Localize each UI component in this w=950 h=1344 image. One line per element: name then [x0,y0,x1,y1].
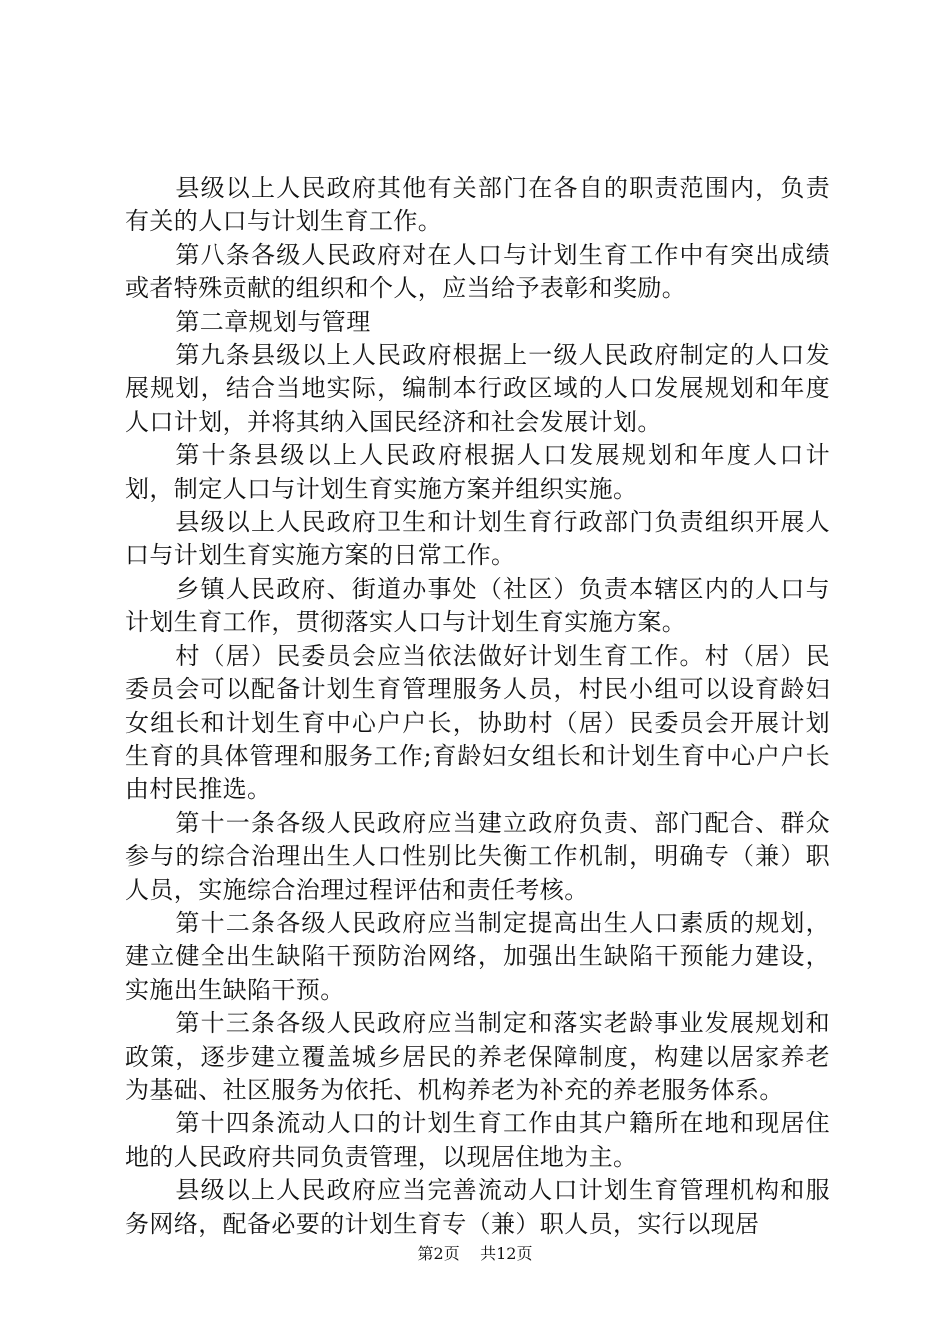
paragraph-2: 第八条各级人民政府对在人口与计划生育工作中有突出成绩或者特殊贡献的组织和个人，应当给予表彰和奖励。 [125,240,830,303]
paragraph-5: 第十条县级以上人民政府根据人口发展规划和年度人口计划，制定人口与计划生育实施方案并组织实施。 [125,441,830,503]
chapter-heading: 第二章规划与管理 [175,307,371,336]
paragraph-7: 乡镇人民政府、街道办事处（社区）负责本辖区内的人口与计划生育工作，贯彻落实人口与计划生育实施方案。 [125,574,830,637]
paragraph-6: 县级以上人民政府卫生和计划生育行政部门负责组织开展人口与计划生育实施方案的日常工作。 [125,508,830,570]
paragraph-11: 第十三条各级人民政府应当制定和落实老龄事业发展规划和政策，逐步建立覆盖城乡居民的养老保障制度，构建以居家养老为基础、社区服务为依托、机构养老为补充的养老服务体系。 [125,1009,830,1104]
document-body [125,172,830,1241]
paragraph-8: 村（居）民委员会应当依法做好计划生育工作。村（居）民委员会可以配备计划生育管理服务人员，村民小组可以设育龄妇女组长和计划生育中心户户长，协助村（居）民委员会开展计划生育的具体管理和服务工作;育龄妇女组长和计划生育中心户户长由村民推选。 [125,641,830,804]
paragraph-12: 第十四条流动人口的计划生育工作由其户籍所在地和现居住地的人民政府共同负责管理，以现居住地为主。 [125,1109,830,1171]
paragraph-4: 第九条县级以上人民政府根据上一级人民政府制定的人口发展规划，结合当地实际，编制本行政区域的人口发展规划和年度人口计划，并将其纳入国民经济和社会发展计划。 [125,341,830,436]
page-footer [0,1244,950,1264]
paragraph-13: 县级以上人民政府应当完善流动人口计划生育管理机构和服务网络，配备必要的计划生育专（兼）职人员，实行以现居 [125,1176,830,1238]
page-number: 第2页 [417,1244,460,1263]
paragraph-9: 第十一条各级人民政府应当建立政府负责、部门配合、群众参与的综合治理出生人口性别比失衡工作机制，明确专（兼）职人员，实施综合治理过程评估和责任考核。 [125,808,830,904]
page-total: 共12页 [480,1244,533,1263]
paragraph-10: 第十二条各级人民政府应当制定提高出生人口素质的规划，建立健全出生缺陷干预防治网络，加强出生缺陷干预能力建设，实施出生缺陷干预。 [125,908,830,1004]
paragraph-1: 县级以上人民政府其他有关部门在各自的职责范围内，负责有关的人口与计划生育工作。 [125,174,830,236]
footer-spacer [465,1244,475,1263]
